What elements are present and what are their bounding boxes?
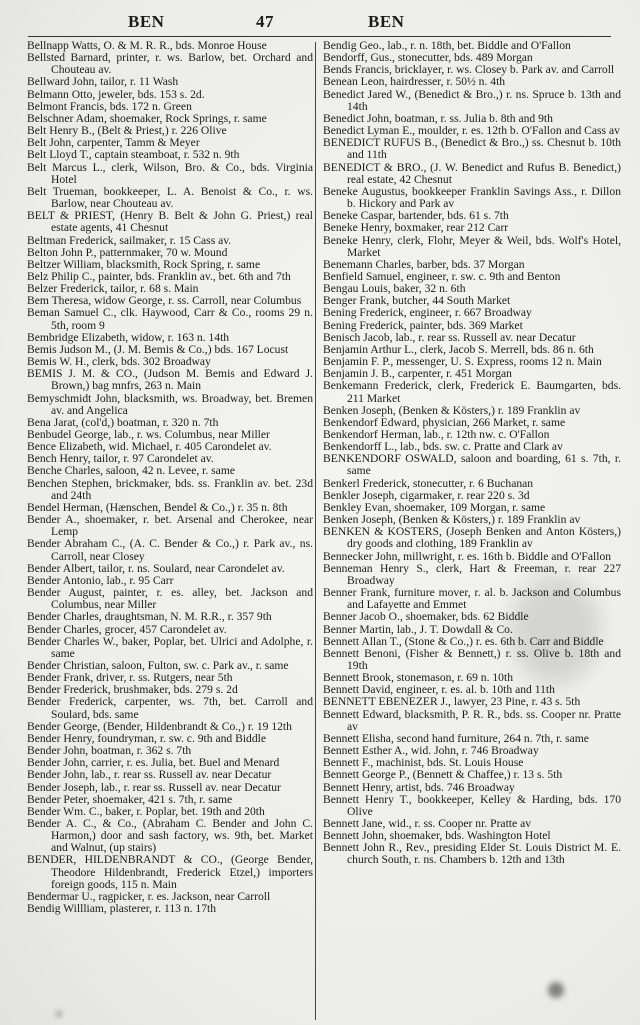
directory-entry: Bellnapp Watts, O. & M. R. R., bds. Monroe House xyxy=(27,39,267,52)
directory-entry: Benjamin F. P., messenger, U. S. Express, rooms 12 n. Main xyxy=(323,355,602,369)
directory-entry: Benisch Jacob, lab., r. rear ss. Russell av. near Decatur xyxy=(323,330,576,344)
directory-entry: Benkendorf Edward, physician, 266 Market, r. same xyxy=(323,415,566,429)
directory-entry: Bemis Judson M., (J. M. Bemis & Co.,) bds. 167 Locust xyxy=(27,342,289,356)
directory-entry: Bender Joseph, lab., r. rear ss. Russell av. near Decatur xyxy=(27,780,281,794)
directory-entry: Bender John, lab., r. rear ss. Russell av. near Decatur xyxy=(27,768,272,782)
directory-entry: Benjamin J. B., carpenter, r. 451 Morgan xyxy=(323,367,512,381)
directory-entry: Bellsted Barnard, printer, r. ws. Barlow, bet. Orchard and Chouteau av. xyxy=(27,51,313,77)
directory-entry: Bennett John, shoemaker, bds. Washington Hotel xyxy=(323,829,551,843)
directory-entry: Bemis W. H., clerk, bds. 302 Broadway xyxy=(27,355,211,369)
directory-entry: Bena Jarat, (col'd,) boatman, r. 320 n. 7th xyxy=(27,415,219,429)
directory-entry: Bennett David, engineer, r. es. al. b. 10th and 11th xyxy=(323,683,555,697)
directory-entry: Bem Theresa, widow George, r. ss. Carroll, near Columbus xyxy=(27,294,302,308)
directory-entry: Beneke Augustus, bookkeeper Franklin Savings Ass., r. Dillon b. Hickory and Park av xyxy=(323,184,621,211)
directory-entry: Bennett Brook, stonemason, r. 69 n. 10th xyxy=(323,671,513,685)
directory-entry: BEMIS J. M. & CO., (Judson M. Bemis and Edward J. Brown,) bag mnfrs, 263 n. Main xyxy=(27,367,313,393)
directory-entry: BENKEN & KOSTERS, (Joseph Benken and Anton Kösters,) dry goods and clothing, 189 Franklin av xyxy=(323,525,621,551)
header-left-guide-word: BEN xyxy=(128,12,165,31)
directory-entry: Beneke Caspar, bartender, bds. 61 s. 7th xyxy=(323,209,509,223)
directory-entry: Benkler Joseph, cigarmaker, r. rear 220 s. 3d xyxy=(323,488,530,502)
directory-entry: Benkendorf Herman, lab., r. 12th nw. c. O'Fallon xyxy=(323,428,550,441)
directory-entry: Bennett Edward, blacksmith, P. R. R., bds. ss. Cooper nr. Pratte av xyxy=(323,707,621,733)
directory-entry: Benemann Charles, barber, bds. 37 Morgan xyxy=(323,257,525,271)
directory-entry: Benkley Evan, shoemaker, 109 Morgan, r. same xyxy=(323,500,546,514)
directory-entry: Bender A., shoemaker, r. bet. Arsenal and Cherokee, near Lemp xyxy=(27,513,313,539)
directory-entry: Bennett Elisha, second hand furniture, 264 n. 7th, r. same xyxy=(323,731,589,745)
directory-entry: Benche Charles, saloon, 42 n. Levee, r. same xyxy=(27,464,235,478)
directory-entry: Benner Martin, lab., J. T. Dowdall & Co. xyxy=(323,622,513,636)
directory-entry: Belt John, carpenter, Tamm & Meyer xyxy=(27,136,200,150)
directory-entry: Belt Lloyd T., captain steamboat, r. 532 n. 9th xyxy=(27,148,240,162)
directory-entry: Benedict Jared W., (Benedict & Bro.,) r. ns. Spruce b. 13th and 14th xyxy=(323,87,621,113)
directory-entry: Bender Henry, foundryman, r. sw. c. 9th and Biddle xyxy=(27,731,267,745)
directory-entry: Bembridge Elizabeth, widow, r. 163 n. 14th xyxy=(27,330,230,344)
directory-entry: BENKENDORF OSWALD, saloon and boarding, 61 s. 7th, r. same xyxy=(323,452,621,478)
column-divider xyxy=(315,42,316,1020)
directory-entry: Benjamin Arthur L., clerk, Jacob S. Merrell, bds. 86 n. 6th xyxy=(323,342,594,356)
page-number: 47 xyxy=(256,12,274,31)
directory-entry: Bennett Henry, artist, bds. 746 Broadway xyxy=(323,780,515,794)
directory-entry: Benfield Samuel, engineer, r. sw. c. 9th and Benton xyxy=(323,269,561,283)
directory-entry: Bennett Henry T., bookkeeper, Kelley & Harding, bds. 170 Olive xyxy=(323,792,621,818)
directory-entry: BELT & PRIEST, (Henry B. Belt & John G. Priest,) real estate agents, 41 Chesnut xyxy=(27,209,313,235)
directory-entry: Beneke Henry, boxmaker, rear 212 Carr xyxy=(323,221,509,235)
directory-entry: Benedict John, boatman, r. ss. Julia b. 8th and 9th xyxy=(323,111,553,125)
directory-entry: Benchen Stephen, brickmaker, bds. ss. Franklin av. bet. 23d and 24th xyxy=(27,476,313,502)
header-rule xyxy=(28,36,611,37)
directory-entry: Belmann Otto, jeweler, bds. 153 s. 2d. xyxy=(27,87,205,101)
directory-entry: Belzer Frederick, tailor, r. 68 s. Main xyxy=(27,282,199,296)
directory-entry: Bennett Allan T., (Stone & Co.,) r. es. 6th b. Carr and Biddle xyxy=(323,634,604,648)
left-column xyxy=(27,40,313,915)
ink-spot xyxy=(55,1010,63,1018)
directory-entry: Bennett George P., (Bennett & Chaffee,) r. 13 s. 5th xyxy=(323,768,563,782)
directory-entry: Benneman Henry S., clerk, Hart & Freeman, r. rear 227 Broadway xyxy=(323,561,621,587)
directory-entry: Bender Frederick, carpenter, ws. 7th, bet. Carroll and Soulard, bds. same xyxy=(27,695,313,721)
directory-entry: Bender Charles, draughtsman, N. M. R.R., r. 357 9th xyxy=(27,610,272,624)
directory-entry: Bender Albert, tailor, r. ns. Soulard, near Carondelet av. xyxy=(27,561,285,575)
directory-entry: Bends Francis, bricklayer, r. ws. Closey b. Park av. and Carroll xyxy=(323,63,615,77)
directory-entry: Belschner Adam, shoemaker, Rock Springs, r. same xyxy=(27,111,267,125)
directory-entry: BENEDICT RUFUS B., (Benedict & Bro.,) ss. Chesnut b. 10th and 11th xyxy=(323,136,621,162)
directory-entry: Benkemann Frederick, clerk, Frederick E. Baumgarten, bds. 211 Market xyxy=(323,379,621,405)
directory-entry: Belz Philip C., painter, bds. Franklin av., bet. 6th and 7th xyxy=(27,269,291,283)
directory-entry: Benbudel George, lab., r. ws. Columbus, near Miller xyxy=(27,428,270,441)
directory-entry: Bender John, carrier, r. es. Julia, bet. Buel and Menard xyxy=(27,756,280,770)
directory-entry: Bennett Benoni, (Fisher & Bennett,) r. ss. Olive b. 18th and 19th xyxy=(323,646,621,672)
directory-entry: Beneke Henry, clerk, Flohr, Meyer & Weil, bds. Wolf's Hotel, Market xyxy=(323,233,621,259)
directory-entry: Bender Charles, grocer, 457 Carondelet av. xyxy=(27,622,227,636)
directory-entry: Bendorff, Gus., stonecutter, bds. 489 Morgan xyxy=(323,51,533,65)
directory-entry: Bennett Esther A., wid. John, r. 746 Broadway xyxy=(323,744,539,758)
directory-entry: Bender Frank, driver, r. ss. Rutgers, near 5th xyxy=(27,671,233,685)
directory-entry: BENNETT EBENEZER J., lawyer, 23 Pine, r. 43 s. 5th xyxy=(323,695,581,709)
directory-entry: Bening Frederick, painter, bds. 369 Market xyxy=(323,318,523,332)
directory-entry: Bennett Jane, wid., r. ss. Cooper nr. Pratte av xyxy=(323,817,532,830)
directory-entry: Bengau Louis, baker, 32 n. 6th xyxy=(323,282,466,296)
directory-entry: Benger Frank, butcher, 44 South Market xyxy=(323,294,511,308)
directory-entry: Benkerl Frederick, stonecutter, r. 6 Buchanan xyxy=(323,476,534,490)
directory-entry: Bennett F., machinist, bds. St. Louis House xyxy=(323,756,524,770)
header-right-guide-word: BEN xyxy=(368,12,405,31)
directory-entry: Bemyschmidt John, blacksmith, ws. Broadway, bet. Bremen av. and Angelica xyxy=(27,391,313,417)
directory-entry: Bender Peter, shoemaker, 421 s. 7th, r. same xyxy=(27,792,233,806)
directory-entry: Bennecker John, millwright, r. es. 16th b. Biddle and O'Fallon xyxy=(323,549,612,563)
directory-entry: Belton John P., patternmaker, 70 w. Mound xyxy=(27,245,228,259)
directory-entry: Bender George, (Bender, Hildenbrandt & Co.,) r. 19 12th xyxy=(27,719,292,733)
directory-entry: Bendig Geo., lab., r. n. 18th, bet. Biddle and O'Fallon xyxy=(323,39,571,52)
directory-entry: BENDER, HILDENBRANDT & CO., (George Bender, Theodore Hildenbrandt, Frederick Etzel,) importers foreign goods, 115 n. Main xyxy=(27,853,313,891)
directory-entry: Benken Joseph, (Benken & Kösters,) r. 189 Franklin av xyxy=(323,513,581,527)
directory-entry: Benner Jacob O., shoemaker, bds. 62 Biddle xyxy=(323,610,529,624)
directory-entry: Bench Henry, tailor, r. 97 Carondelet av. xyxy=(27,452,214,466)
directory-entry: Benner Frank, furniture mover, r. al. b. Jackson and Columbus and Lafayette and Emmet xyxy=(323,586,621,612)
directory-entry: Benkendorff L., lab., bds. sw. c. Pratte and Clark av xyxy=(323,440,563,454)
ink-spot xyxy=(548,982,564,998)
directory-entry: Bender August, painter, r. es. alley, bet. Jackson and Columbus, near Miller xyxy=(27,586,313,612)
directory-entry: BENEDICT & BRO., (J. W. Benedict and Rufus B. Benedict,) real estate, 42 Chesnut xyxy=(323,160,621,186)
directory-entry: Bender Charles W., baker, Poplar, bet. Ulrici and Adolphe, r. same xyxy=(27,634,313,660)
directory-entry: Bender Christian, saloon, Fulton, sw. c. Park av., r. same xyxy=(27,658,289,672)
directory-entry: Bender A. C., & Co., (Abraham C. Bender and John C. Harmon,) door and sash factory, ws. 9th, bet. Market and Walnut, (up stairs) xyxy=(27,817,313,855)
directory-entry: Bence Elizabeth, wid. Michael, r. 405 Carondelet av. xyxy=(27,440,272,454)
directory-entry: Belt Henry B., (Belt & Priest,) r. 226 Olive xyxy=(27,124,227,138)
directory-entry: Bening Frederick, engineer, r. 667 Broadway xyxy=(323,306,532,320)
directory-entry: Bellward John, tailor, r. 11 Wash xyxy=(27,75,179,89)
directory-entry: Bendig Willliam, plasterer, r. 113 n. 17th xyxy=(27,902,217,916)
right-column xyxy=(323,40,621,867)
directory-entry: Belt Marcus L., clerk, Wilson, Bro. & Co., bds. Virginia Hotel xyxy=(27,160,313,186)
directory-entry: Bender John, boatman, r. 362 s. 7th xyxy=(27,744,192,758)
directory-entry: Beman Samuel C., clk. Haywood, Carr & Co., rooms 29 n. 5th, room 9 xyxy=(27,306,313,332)
directory-entry: Benean Leon, hairdresser, r. 50½ n. 4th xyxy=(323,75,506,89)
directory-entry: Bender Antonio, lab., r. 95 Carr xyxy=(27,573,174,587)
directory-entry: Bennett John R., Rev., presiding Elder St. Louis District M. E. church South, r. ns. Chambers b. 12th and 13th xyxy=(323,841,621,867)
directory-entry: Bendermar U., ragpicker, r. es. Jackson, near Carroll xyxy=(27,889,271,903)
directory-entry: Bender Frederick, brushmaker, bds. 279 s. 2d xyxy=(27,683,238,697)
directory-entry: Bender Abraham C., (A. C. Bender & Co.,) r. Park av., ns. Carroll, near Closey xyxy=(27,537,313,563)
page-header xyxy=(28,12,610,36)
directory-entry: Bendel Herman, (Hænschen, Bendel & Co.,) r. 35 n. 8th xyxy=(27,500,288,514)
directory-entry: Beltman Frederick, sailmaker, r. 15 Cass av. xyxy=(27,233,232,247)
directory-entry: Bender Wm. C., baker, r. Poplar, bet. 19th and 20th xyxy=(27,804,265,818)
directory-entry: Belmont Francis, bds. 172 n. Green xyxy=(27,99,192,113)
directory-entry: Beltzer William, blacksmith, Rock Spring, r. same xyxy=(27,257,261,271)
directory-entry: Belt Trueman, bookkeeper, L. A. Benoist & Co., r. ws. Barlow, near Chouteau av. xyxy=(27,184,313,211)
directory-entry: Benedict Lyman E., moulder, r. es. 12th b. O'Fallon and Cass av xyxy=(323,124,620,138)
directory-entry: Benken Joseph, (Benken & Kösters,) r. 189 Franklin av xyxy=(323,403,581,417)
